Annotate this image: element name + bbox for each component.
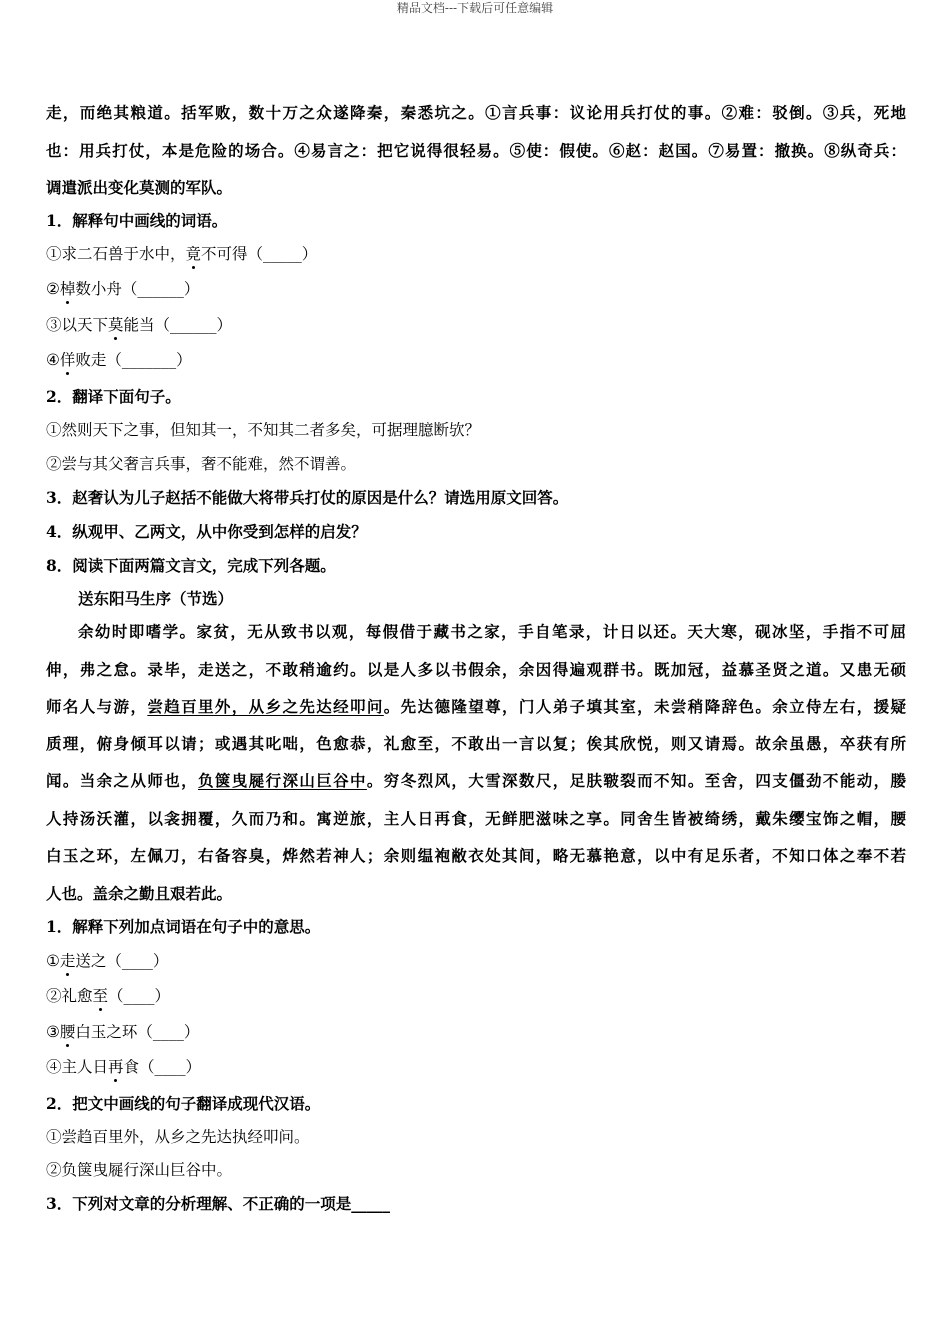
passage-line: 师名人与游，尝趋百里外，从乡之先达经叩问。先达德隆望尊，门人弟子填其室，未尝稍降辞色。余立侍左右，援疑 (46, 697, 906, 716)
dotted-word: 再 (108, 1058, 124, 1076)
passage-line: 闻。当余之从师也，负箧曳屣行深山巨谷中。穷冬烈风，大雪深数尺，足肤皲裂而不知。至舍，四支僵劲不能动，媵 (46, 771, 906, 790)
passage-line: 质理，俯身倾耳以请；或遇其叱咄，色愈恭，礼愈至，不敢出一言以复；俟其欣悦，则又请焉。故余虽愚，卒获有所 (46, 734, 906, 753)
dotted-word: 莫 (108, 316, 124, 334)
underlined-sentence: 尝趋百里外，从乡之先达经叩问 (147, 697, 384, 716)
passage-line: 余幼时即嗜学。家贫，无从致书以观，每假借于藏书之家，手自笔录，计日以还。天大寒，砚冰坚，手指不可屈 (78, 622, 906, 641)
dotted-word: 竟 (185, 245, 202, 263)
question-1-heading: 1．解释句中画线的词语。 (46, 211, 228, 230)
question-1-item: ①求二石兽于水中，竟不可得（_____） (46, 245, 318, 263)
question-1-item: ②礼愈至（____） (46, 987, 171, 1005)
question-1-item: ③腰白玉之环（____） (46, 1023, 200, 1041)
question-2-heading: 2．翻译下面句子。 (46, 387, 181, 406)
dotted-word: 走 (59, 952, 76, 970)
dotted-word: 腰 (59, 1023, 76, 1041)
question-1-heading: 1．解释下列加点词语在句子中的意思。 (46, 917, 321, 936)
section-8-intro: 8．阅读下面两篇文言文，完成下列各题。 (46, 556, 336, 575)
question-3: 3．下列对文章的分析理解、不正确的一项是_____ (46, 1194, 391, 1213)
question-2-item: ②尝与其父奢言兵事，奢不能难，然不谓善。 (46, 455, 357, 473)
question-2-item: ①尝趋百里外，从乡之先达执经叩问。 (46, 1128, 310, 1146)
question-4: 4．纵观甲、乙两文，从中你受到怎样的启发？ (46, 522, 367, 541)
dotted-word: 佯 (59, 351, 76, 369)
page-header: 精品文档---下载后可任意编辑 (396, 1, 554, 15)
question-1-item: ③以天下莫能当（______） (46, 316, 233, 334)
dotted-word: 棹 (59, 280, 76, 298)
question-2-item: ②负箧曳屣行深山巨谷中。 (46, 1161, 233, 1179)
passage-line: 人持汤沃灌，以衾拥覆，久而乃和。寓逆旅，主人日再食，无鲜肥滋味之享。同舍生皆被绮绣，戴朱缨宝饰之帽，腰 (46, 809, 906, 828)
dotted-word: 至 (92, 987, 109, 1005)
question-2-item: ①然则天下之事，但知其一，不知其二者多矣，可据理臆断欤？ (46, 421, 481, 439)
passage-line: 白玉之环，左佩刀，右备容臭，烨然若神人；余则缊袍敝衣处其间，略无慕艳意，以中有足乐者，不知口体之奉不若 (46, 846, 906, 865)
question-2-heading: 2．把文中画线的句子翻译成现代汉语。 (46, 1094, 321, 1113)
underlined-sentence: 负箧曳屣行深山巨谷中 (198, 771, 367, 790)
question-3: 3．赵奢认为儿子赵括不能做大将带兵打仗的原因是什么？请选用原文回答。 (46, 488, 569, 507)
question-1-item: ④主人日再食（____） (46, 1058, 202, 1076)
annotation-line-3: 调遣派出变化莫测的军队。 (46, 178, 233, 197)
annotation-line-2: 也：用兵打仗，本是危险的场合。④易言之：把它说得很轻易。⑤使：假使。⑥赵：赵国。⑦易置：撤换。⑧纵奇兵： (46, 141, 906, 160)
passage-line: 伸，弗之怠。录毕，走送之，不敢稍逾约。以是人多以书假余，余因得遍观群书。既加冠，益慕圣贤之道。又患无硕 (46, 660, 906, 679)
passage-line: 人也。盖余之勤且艰若此。 (46, 884, 233, 903)
question-1-item: ④佯败走（_______） (46, 351, 192, 369)
annotation-line-1: 走，而绝其粮道。括军败，数十万之众遂降秦，秦悉坑之。①言兵事：议论用兵打仗的事。②难：驳倒。③兵，死地 (46, 103, 906, 122)
passage-title: 送东阳马生序（节选） (78, 589, 234, 608)
question-1-item: ①走送之（____） (46, 952, 169, 970)
question-1-item: ②棹数小舟（______） (46, 280, 200, 298)
